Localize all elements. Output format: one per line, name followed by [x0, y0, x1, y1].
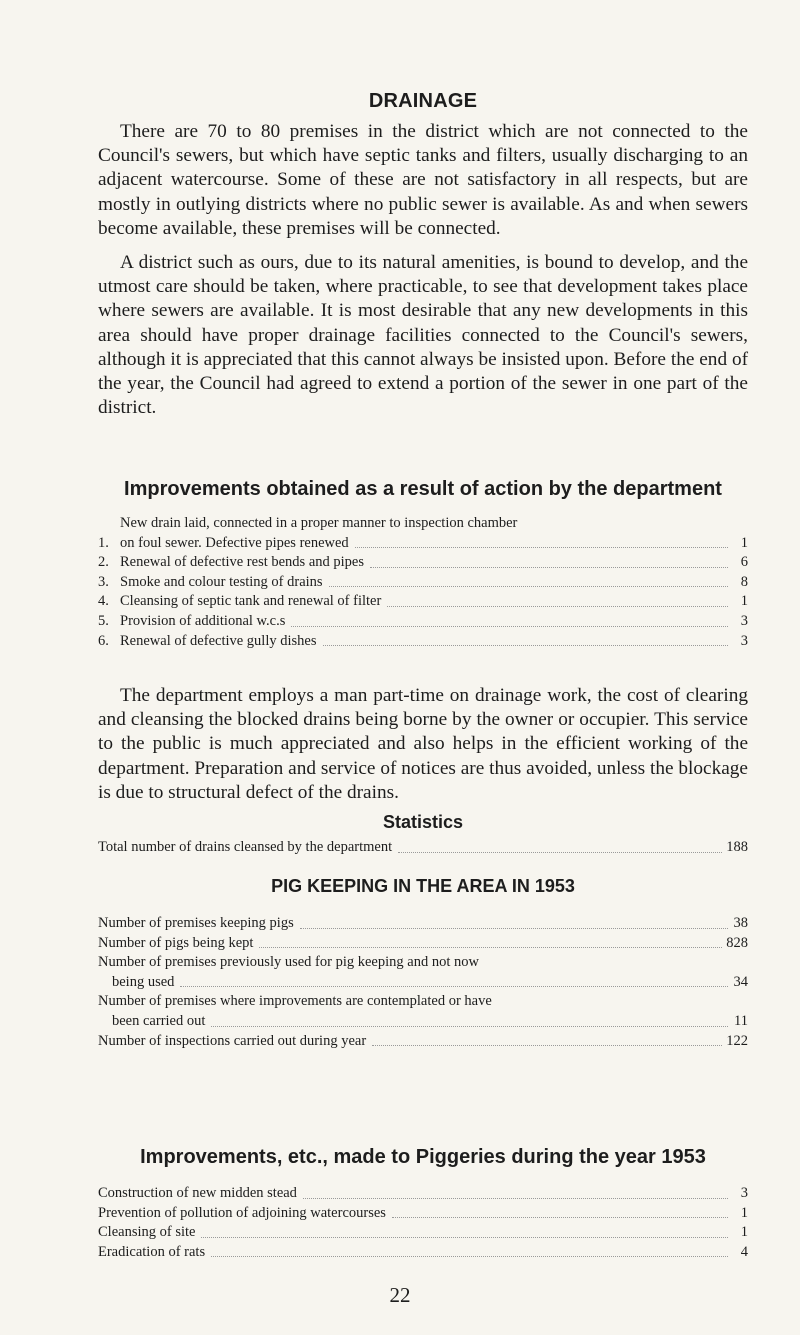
item-text: Renewal of defective rest bends and pipes: [120, 554, 364, 571]
list-item: [98, 514, 748, 553]
item-number: 4.: [98, 593, 109, 610]
drainage-paragraph-2: A district such as ours, due to its natural amenities, is bound to develop, and the utmost care should be taken, where practicable, to see that development takes place where sewers are available. It is most desirable that any new developments in this area should have proper drainage facilities connected to the Council's sewers, although it is appreciated that this cannot always be insisted upon. Before the end of the year, the Council had agreed to extend a portion of the sewer in one part of the district.: [98, 252, 748, 419]
item-value: 6: [740, 554, 748, 571]
item-text-line2: on foul sewer. Defective pipes renewed: [120, 534, 349, 551]
row-label: Number of premises keeping pigs: [98, 915, 294, 931]
row-value: 122: [726, 1032, 748, 1049]
list-item: [98, 1243, 748, 1263]
item-number: 3.: [98, 573, 109, 590]
item-text: Provision of additional w.c.s: [120, 612, 286, 629]
row-label: Construction of new midden stead: [98, 1185, 297, 1201]
row-label: Cleansing of site: [98, 1224, 196, 1241]
list-item: [98, 1032, 748, 1052]
list-item: [98, 953, 748, 992]
list-item: [98, 573, 748, 593]
piggeries-heading: Improvements, etc., made to Piggeries during the year 1953: [140, 1146, 706, 1168]
row-label: Prevention of pollution of adjoining watercourses: [98, 1204, 386, 1221]
list-item: [98, 992, 748, 1031]
employment-paragraph: The department employs a man part-time on drainage work, the cost of clearing and cleansing the blocked drains being borne by the owner or occupier. This service to the public is much appreciated and also helps in the efficient working of the department. Preparation and service of notices are thus avoided, unless the blockage is due to structural defect of the drains.: [98, 685, 748, 803]
row-value: 1: [740, 1224, 748, 1241]
row-value: 3: [740, 1185, 748, 1201]
drainage-section: [98, 90, 748, 113]
improvements-list: [98, 514, 748, 651]
item-text: Cleansing of septic tank and renewal of filter: [120, 593, 382, 610]
piggeries-heading-wrap: [90, 1146, 756, 1169]
list-item: [98, 1204, 748, 1224]
drainage-paragraph-1: There are 70 to 80 premises in the district which are not connected to the Council's sewers, but which have septic tanks and filters, usually discharging to an adjacent watercourse. Some of these are not satisfactory in all respects, but are mostly in outlying districts where no public sewer is available. As and when sewers become available, these premises will be connected.: [98, 121, 748, 239]
employment-section: [98, 684, 748, 805]
row-label-line1: Number of premises where improvements are contemplated or have: [98, 993, 492, 1010]
page-number: 22: [389, 1283, 411, 1307]
row-label-line2: been carried out: [112, 1012, 206, 1029]
item-value: 3: [740, 632, 748, 649]
list-item: [98, 914, 748, 934]
list-item: [98, 553, 748, 573]
item-number: 5.: [98, 612, 109, 629]
improvements-heading: Improvements obtained as a result of action by the department: [124, 478, 722, 500]
row-label: Number of pigs being kept: [98, 934, 254, 951]
drainage-text: [98, 120, 748, 420]
item-value: 3: [740, 612, 748, 629]
piggeries-list: [98, 1184, 748, 1262]
statistics-label: Total number of drains cleansed by the department: [98, 839, 393, 855]
item-number: 2.: [98, 554, 109, 571]
statistics-value: 188: [726, 839, 748, 855]
pig-keeping-section: [98, 876, 748, 897]
statistics-section: [98, 812, 748, 833]
item-number: 6.: [98, 632, 109, 649]
item-text-line1: New drain laid, connected in a proper manner to inspection chamber: [120, 515, 518, 531]
list-item: [98, 1223, 748, 1243]
row-value: 38: [733, 915, 748, 931]
row-label-line2: being used: [112, 973, 175, 990]
item-value: 1: [740, 593, 748, 610]
list-item: [98, 612, 748, 632]
row-value: 1: [740, 1204, 748, 1221]
item-text: Renewal of defective gully dishes: [120, 632, 317, 649]
list-item: [98, 934, 748, 954]
list-item: [98, 1184, 748, 1204]
pig-keeping-list: [98, 914, 748, 1051]
item-number: 1.: [98, 534, 109, 551]
row-value: 34: [733, 973, 748, 990]
improvements-heading-wrap: [90, 478, 756, 501]
pig-keeping-heading: PIG KEEPING IN THE AREA IN 1953: [271, 876, 575, 896]
statistics-heading: Statistics: [382, 812, 464, 832]
row-label: Eradication of rats: [98, 1243, 206, 1260]
row-value: 4: [740, 1243, 748, 1260]
row-value: 11: [734, 1012, 748, 1029]
list-item: [98, 632, 748, 652]
row-label-line1: Number of premises previously used for pig keeping and not now: [98, 954, 479, 971]
drainage-heading: DRAINAGE: [368, 90, 478, 112]
item-text: Smoke and colour testing of drains: [120, 573, 323, 590]
list-item: [98, 592, 748, 612]
row-value: 828: [726, 934, 748, 951]
item-value: 1: [740, 534, 748, 551]
statistics-row: [98, 838, 748, 858]
item-value: 8: [740, 573, 748, 590]
row-label: Number of inspections carried out during year: [98, 1032, 367, 1049]
